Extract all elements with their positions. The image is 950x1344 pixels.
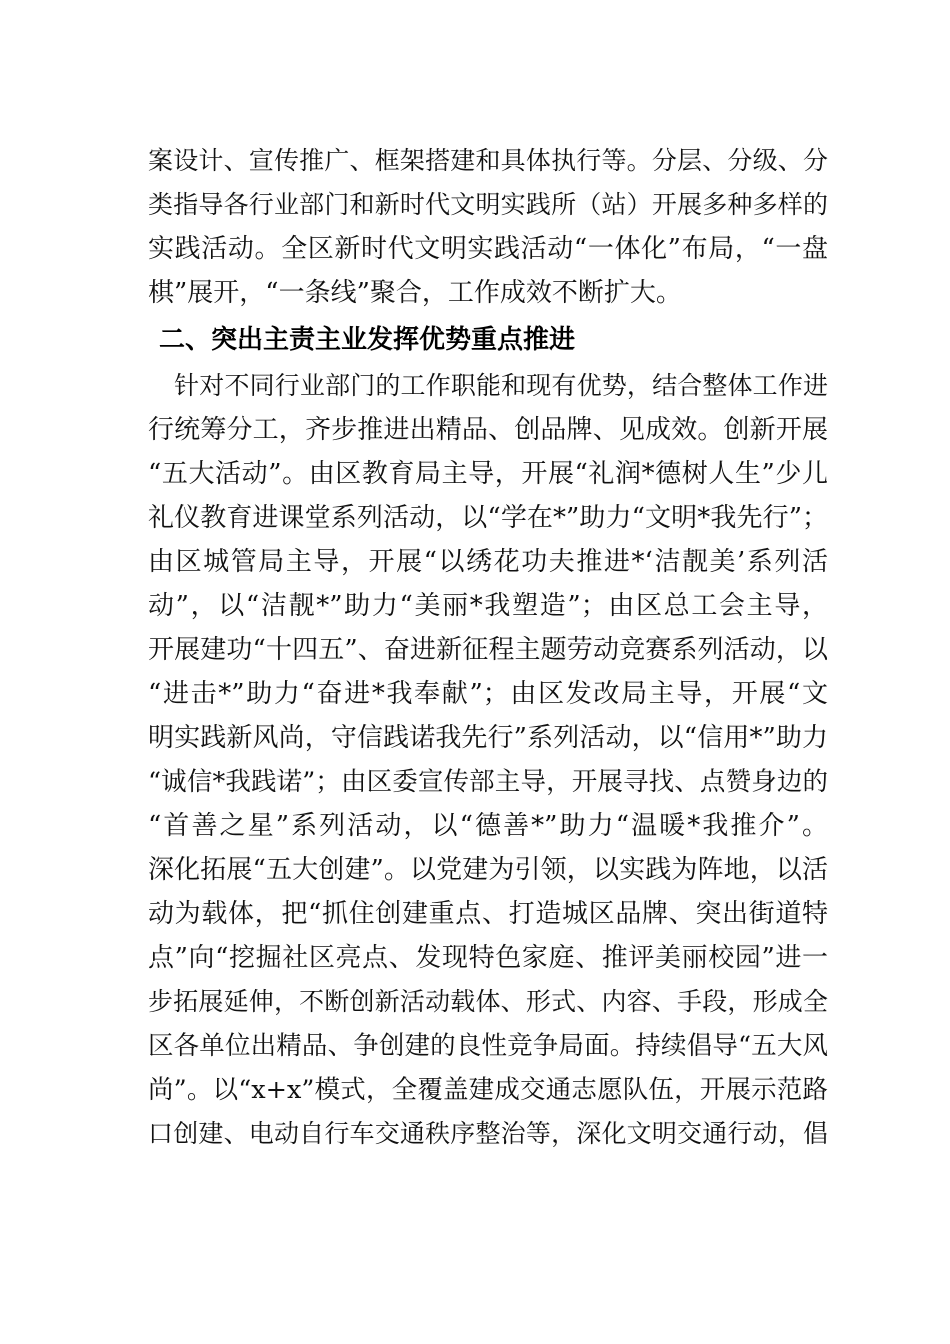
paragraph-line: 开展建功“十四五”、奋进新征程主题劳动竞赛系列活动，以 (148, 635, 828, 665)
paragraph-line: 行统筹分工，齐步推进出精品、创品牌、见成效。创新开展 (148, 415, 828, 445)
paragraph-line: 动”，以“洁靓*”助力“美丽*我塑造”；由区总工会主导， (148, 591, 828, 621)
section-heading: 二、突出主责主业发挥优势重点推进 (159, 325, 576, 355)
paragraph-line: 尚”。以“x+x”模式，全覆盖建成交通志愿队伍，开展示范路 (148, 1075, 828, 1105)
paragraph-line: 棋”展开，“一条线”聚合，工作成效不断扩大。 (148, 278, 682, 308)
paragraph-line: 实践活动。全区新时代文明实践活动“一体化”布局，“一盘 (148, 234, 828, 264)
paragraph-line: 区各单位出精品、争创建的良性竞争局面。持续倡导“五大风 (148, 1031, 828, 1061)
paragraph-line: 礼仪教育进课堂系列活动，以“学在*”助力“文明*我先行”； (148, 503, 828, 533)
paragraph-line: 明实践新风尚，守信践诺我先行”系列活动，以“信用*”助力 (148, 723, 828, 753)
paragraph-line: “诚信*我践诺”；由区委宣传部主导，开展寻找、点赞身边的 (148, 767, 828, 797)
paragraph-line: 动为载体，把“抓住创建重点、打造城区品牌、突出街道特 (148, 899, 828, 929)
paragraph-line: 案设计、宣传推广、框架搭建和具体执行等。分层、分级、分 (148, 146, 828, 175)
paragraph-line: 点”向“挖掘社区亮点、发现特色家庭、推评美丽校园”进一 (148, 943, 828, 973)
paragraph-line: “五大活动”。由区教育局主导，开展“礼润*德树人生”少儿 (148, 459, 828, 489)
paragraph-line: 由区城管局主导，开展“以绣花功夫推进*‘洁靓美’系列活 (148, 547, 828, 577)
paragraph-line-text: 针对不同行业部门的工作职能和现有优势，结合整体工作进 (174, 371, 828, 400)
paragraph-line: 类指导各行业部门和新时代文明实践所（站）开展多种多样的 (148, 190, 828, 219)
paragraph-line: “进击*”助力“奋进*我奉献”；由区发改局主导，开展“文 (148, 679, 828, 709)
paragraph-line: “首善之星”系列活动，以“德善*”助力“温暖*我推介”。 (148, 811, 828, 841)
paragraph-line (174, 364, 828, 408)
paragraph-line: 口创建、电动自行车交通秩序整治等，深化文明交通行动，倡 (148, 1119, 828, 1148)
paragraph-line: 深化拓展“五大创建”。以党建为引领，以实践为阵地，以活 (148, 855, 828, 885)
paragraph-line: 步拓展延伸，不断创新活动载体、形式、内容、手段，形成全 (148, 987, 828, 1016)
